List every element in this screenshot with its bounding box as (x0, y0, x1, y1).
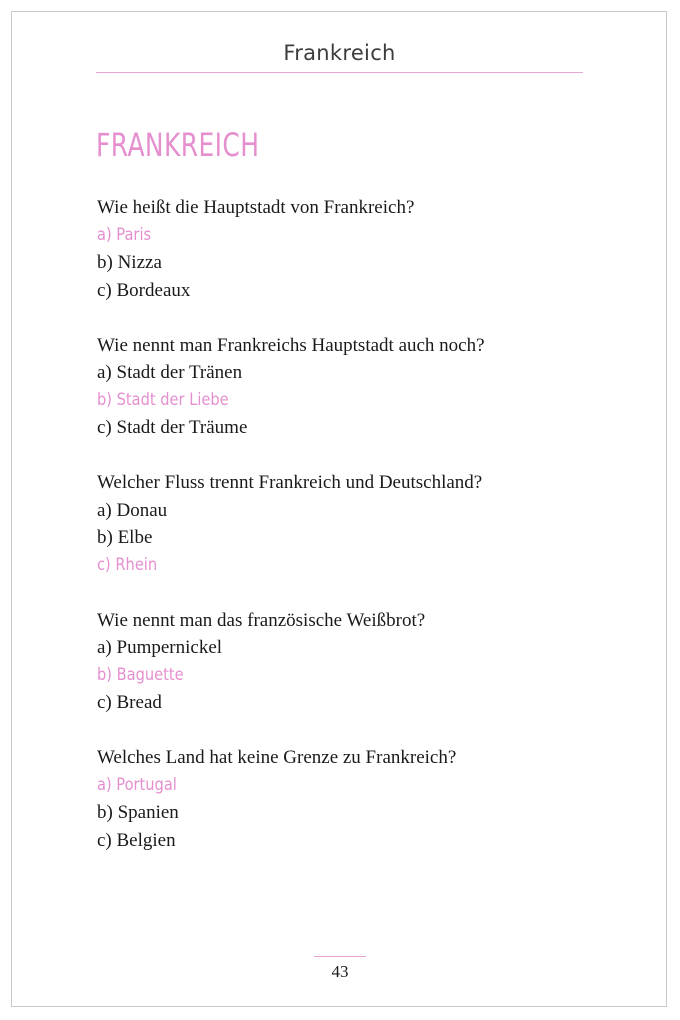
footer-rule (314, 956, 366, 957)
question-block-3 (97, 469, 577, 579)
page-number: 43 (331, 962, 349, 981)
answer-option: a) Donau (97, 499, 168, 521)
question-block-4 (97, 607, 577, 717)
answer-option: c) Bread (97, 692, 162, 713)
answer-option-correct: a) Portugal (97, 774, 177, 795)
answer-option: c) Stadt der Träume (97, 417, 248, 438)
page-title: FRANKREICH (96, 126, 260, 164)
question-block-2 (97, 332, 577, 442)
question-block-5 (97, 744, 577, 854)
answer-option-correct: b) Baguette (97, 664, 184, 685)
question-text: Welches Land hat keine Grenze zu Frankreich? (97, 747, 457, 768)
running-head: Frankreich (283, 41, 396, 65)
answer-option: c) Bordeaux (97, 279, 191, 301)
answer-option: b) Nizza (97, 252, 162, 273)
question-text: Wie nennt man das französische Weißbrot? (97, 609, 426, 631)
answer-option: a) Stadt der Tränen (97, 362, 243, 383)
question-text: Wie nennt man Frankreichs Hauptstadt auch noch? (97, 334, 485, 356)
answer-option-correct: c) Rhein (97, 554, 158, 575)
quiz-section (97, 194, 577, 882)
answer-option-correct: b) Stadt der Liebe (97, 389, 229, 410)
answer-option: a) Pumpernickel (97, 637, 223, 658)
question-block-1 (97, 194, 577, 304)
header-rule (96, 72, 583, 73)
answer-option: c) Belgien (97, 829, 176, 851)
answer-option: b) Elbe (97, 527, 153, 548)
answer-option-correct: a) Paris (97, 224, 152, 245)
question-text: Welcher Fluss trennt Frankreich und Deutschland? (97, 472, 483, 493)
question-text: Wie heißt die Hauptstadt von Frankreich? (97, 197, 415, 218)
answer-option: b) Spanien (97, 802, 179, 823)
